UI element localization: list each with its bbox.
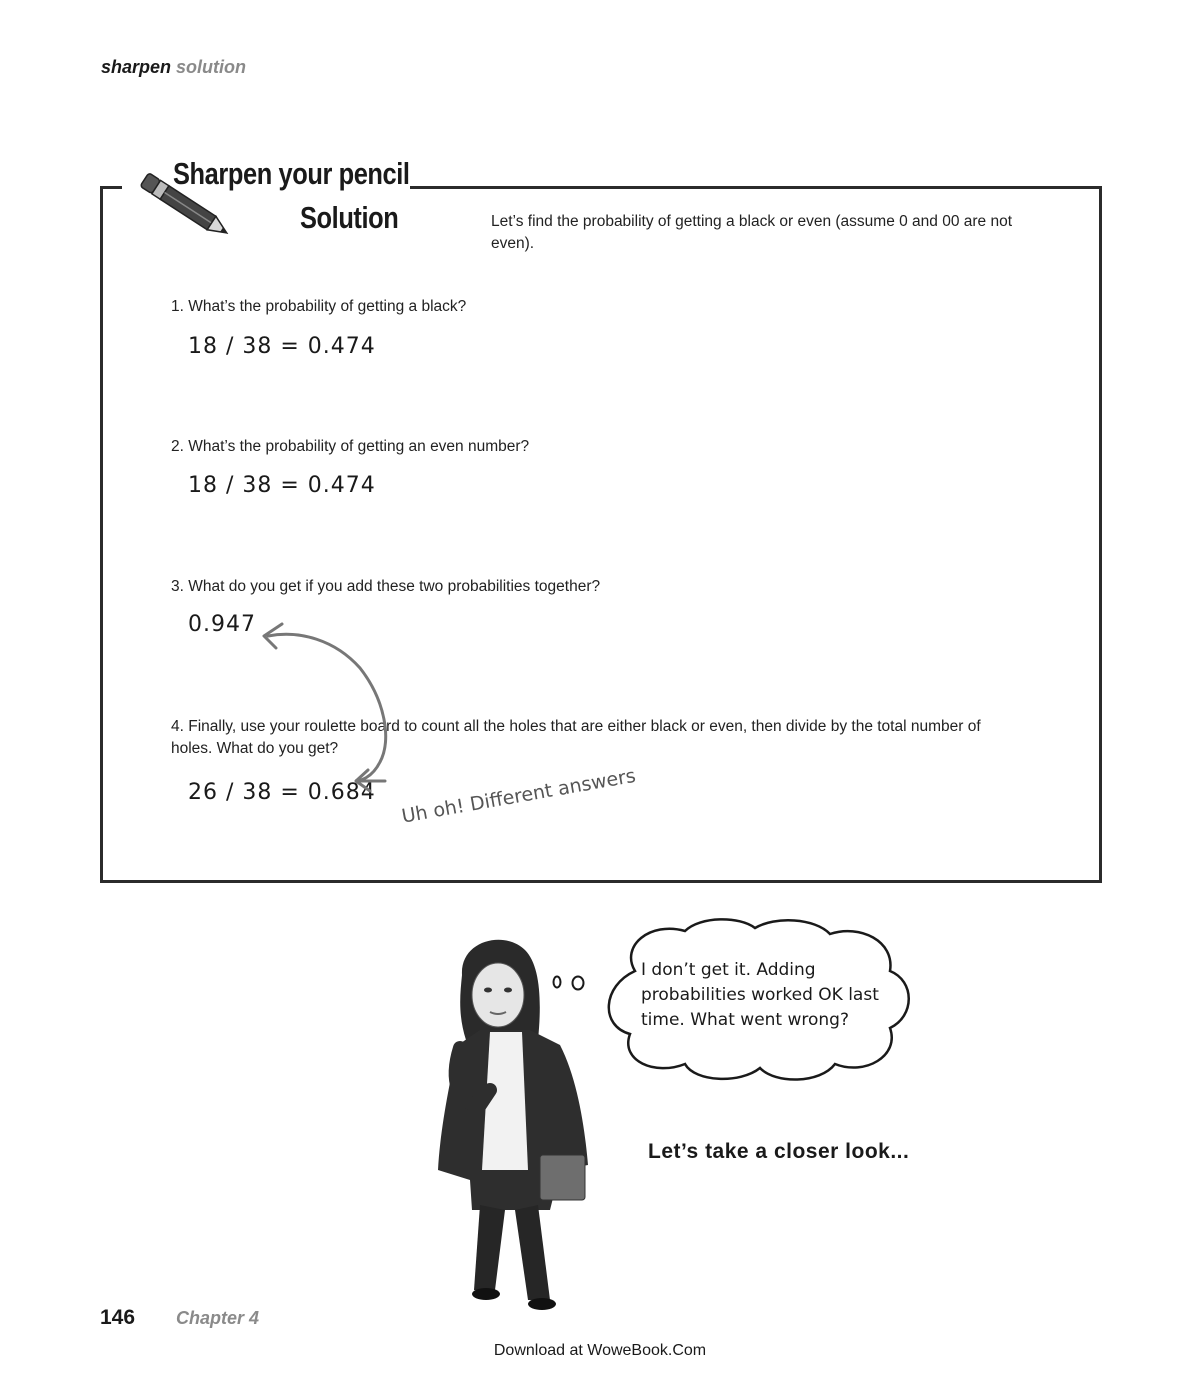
answer-4: 26 / 38 = 0.684	[188, 780, 376, 805]
page-number: 146	[100, 1306, 136, 1329]
student-illustration	[410, 930, 610, 1320]
question-4: 4. Finally, use your roulette board to count all the holes that are either black or even, then divide by the total number of holes. What do you get?	[171, 718, 981, 757]
different-answers-note: Uh oh! Different answers	[400, 764, 638, 828]
download-footer: Download at WoweBook.Com	[493, 1342, 707, 1359]
chapter-label: Chapter 4	[176, 1308, 260, 1328]
answer-1: 18 / 38 = 0.474	[188, 334, 376, 359]
question-1: 1. What’s the probability of getting a black?	[171, 298, 467, 315]
answer-3: 0.947	[188, 612, 256, 637]
question-3: 3. What do you get if you add these two probabilities together?	[171, 578, 601, 595]
title-solution: Solution	[300, 200, 399, 235]
thought-text: I don’t get it. Adding probabilities worked OK last time. What went wrong?	[641, 960, 879, 1030]
closer-look-text: Let’s take a closer look...	[648, 1140, 910, 1163]
running-header	[101, 57, 246, 78]
answer-2: 18 / 38 = 0.474	[188, 473, 376, 498]
question-2: 2. What’s the probability of getting an even number?	[171, 438, 530, 455]
title-sharpen: Sharpen your pencil	[173, 156, 410, 191]
header-section: sharpen	[101, 57, 172, 77]
intro-text: Let’s find the probability of getting a black or even (assume 0 and 00 are not even).	[491, 213, 1013, 252]
header-subsection: solution	[176, 57, 247, 77]
